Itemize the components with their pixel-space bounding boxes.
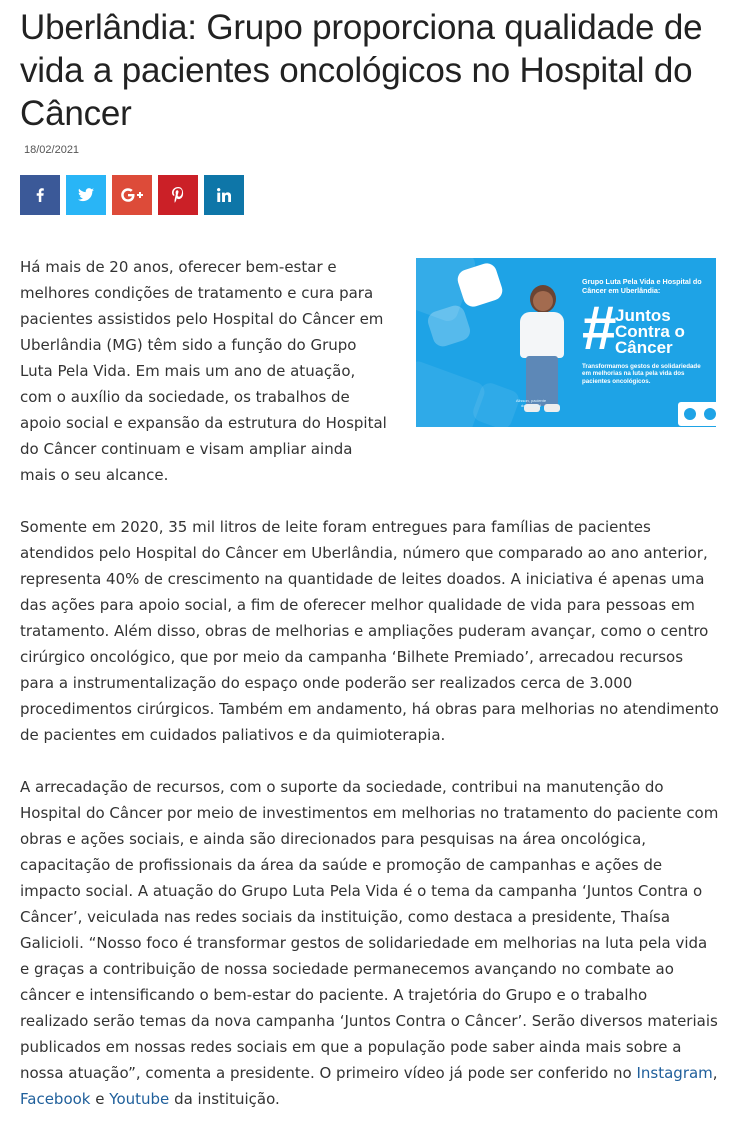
article-title: Uberlândia: Grupo proporciona qualidade de vida a pacientes oncológicos no Hospital do Câncer xyxy=(20,8,703,133)
article-body xyxy=(20,254,720,1138)
article-image xyxy=(416,258,716,427)
child-face xyxy=(533,291,553,311)
logo-icon xyxy=(704,408,716,420)
article-date: 18/02/2021 xyxy=(24,144,80,156)
facebook-share-button[interactable] xyxy=(20,175,60,215)
pinterest-icon xyxy=(172,187,184,203)
linkedin-share-button[interactable] xyxy=(204,175,244,215)
paragraph-3-end: da instituição. xyxy=(174,1090,280,1108)
paragraph-2: Somente em 2020, 35 mil litros de leite foram entregues para famílias de pacientes atendidos pelo Hospital do Câncer em Uberlândia, número que comparado ao ano anterior, representa 40% de crescimento na quantidade de leites doados. A iniciativa é apenas uma das ações para apoio social, a fim de oferecer melhor qualidade de vida para pessoas em tratamento. Além disso, obras de melhorias e ampliações puderam avançar, como o centro cirúrgico oncológico, que por meio da campanha ‘Bilhete Premiado’, arrecadou recursos para a instrumentalização do espaço onde poderão ser realizados cerca de 3.000 procedimentos cirúrgicos. Também em andamento, há obras para melhorias no atendimento de pacientes em cuidados paliativos e da quimioterapia. xyxy=(20,518,719,744)
logo-icon xyxy=(684,408,696,420)
image-hash: # xyxy=(582,294,617,363)
twitter-share-button[interactable] xyxy=(66,175,106,215)
image-subtext: Transformamos gestos de solidariedade em melhorias na luta pela vida dos pacientes oncológicos. xyxy=(582,363,701,385)
linkedin-icon xyxy=(217,188,231,202)
paragraph-3 xyxy=(20,774,720,1112)
youtube-link[interactable]: Youtube xyxy=(109,1090,170,1108)
image-logos xyxy=(678,402,716,426)
image-headline: Juntos Contra o Câncer xyxy=(615,306,685,357)
image-intro-text: Grupo Luta Pela Vida e Hospital do Câncer em Uberlândia: xyxy=(582,277,702,295)
twitter-icon xyxy=(78,188,94,202)
share-buttons xyxy=(20,175,244,215)
facebook-link[interactable]: Facebook xyxy=(20,1090,91,1108)
separator-and: e xyxy=(95,1090,105,1108)
child-shirt xyxy=(520,312,564,358)
paragraph-1: Há mais de 20 anos, oferecer bem-estar e melhores condições de tratamento e cura para pacientes assistidos pelo Hospital do Câncer em Uberlândia (MG) têm sido a função do Grupo Luta Pela Vida. Em mais um ano de atuação, com o auxílio da sociedade, os trabalhos de apoio social e expansão da estrutura do Hospital do Câncer continuam e visam ampliar ainda mais o seu alcance. xyxy=(20,258,387,484)
separator-comma: , xyxy=(712,1064,718,1082)
image-caption: Alisson, paciente do Hospital xyxy=(515,398,547,408)
google-plus-share-button[interactable] xyxy=(112,175,152,215)
pinterest-share-button[interactable] xyxy=(158,175,198,215)
google-plus-icon xyxy=(121,188,143,202)
paragraph-3-text: A arrecadação de recursos, com o suporte da sociedade, contribui na manutenção do Hospital do Câncer por meio de investimentos em melhorias no tratamento do paciente com obras e ações sociais, e ainda são direcionados para pesquisas na área oncológica, capacitação de profissionais da área da saúde e promoção de campanhas e ações de impacto social. A atuação do Grupo Luta Pela Vida é o tema da campanha ‘Juntos Contra o Câncer’, veiculada nas redes sociais da instituição, como destaca a presidente, Thaísa Galicioli. “Nosso foco é transformar gestos de solidariedade em melhorias na luta pela vida e graças a contribuição de nossa sociedade permanecemos avançando no combate ao câncer e intensificando o bem-estar do paciente. A trajetória do Grupo e o trabalho realizado serão temas da nova campanha ‘Juntos Contra o Câncer’. Serão diversos materiais publicados em nossas redes sociais em que a população pode saber ainda mais sobre a nossa atuação”, comenta a presidente. O primeiro vídeo já pode ser conferido no xyxy=(20,778,719,1082)
instagram-link[interactable]: Instagram xyxy=(636,1064,713,1082)
facebook-icon xyxy=(33,188,47,202)
